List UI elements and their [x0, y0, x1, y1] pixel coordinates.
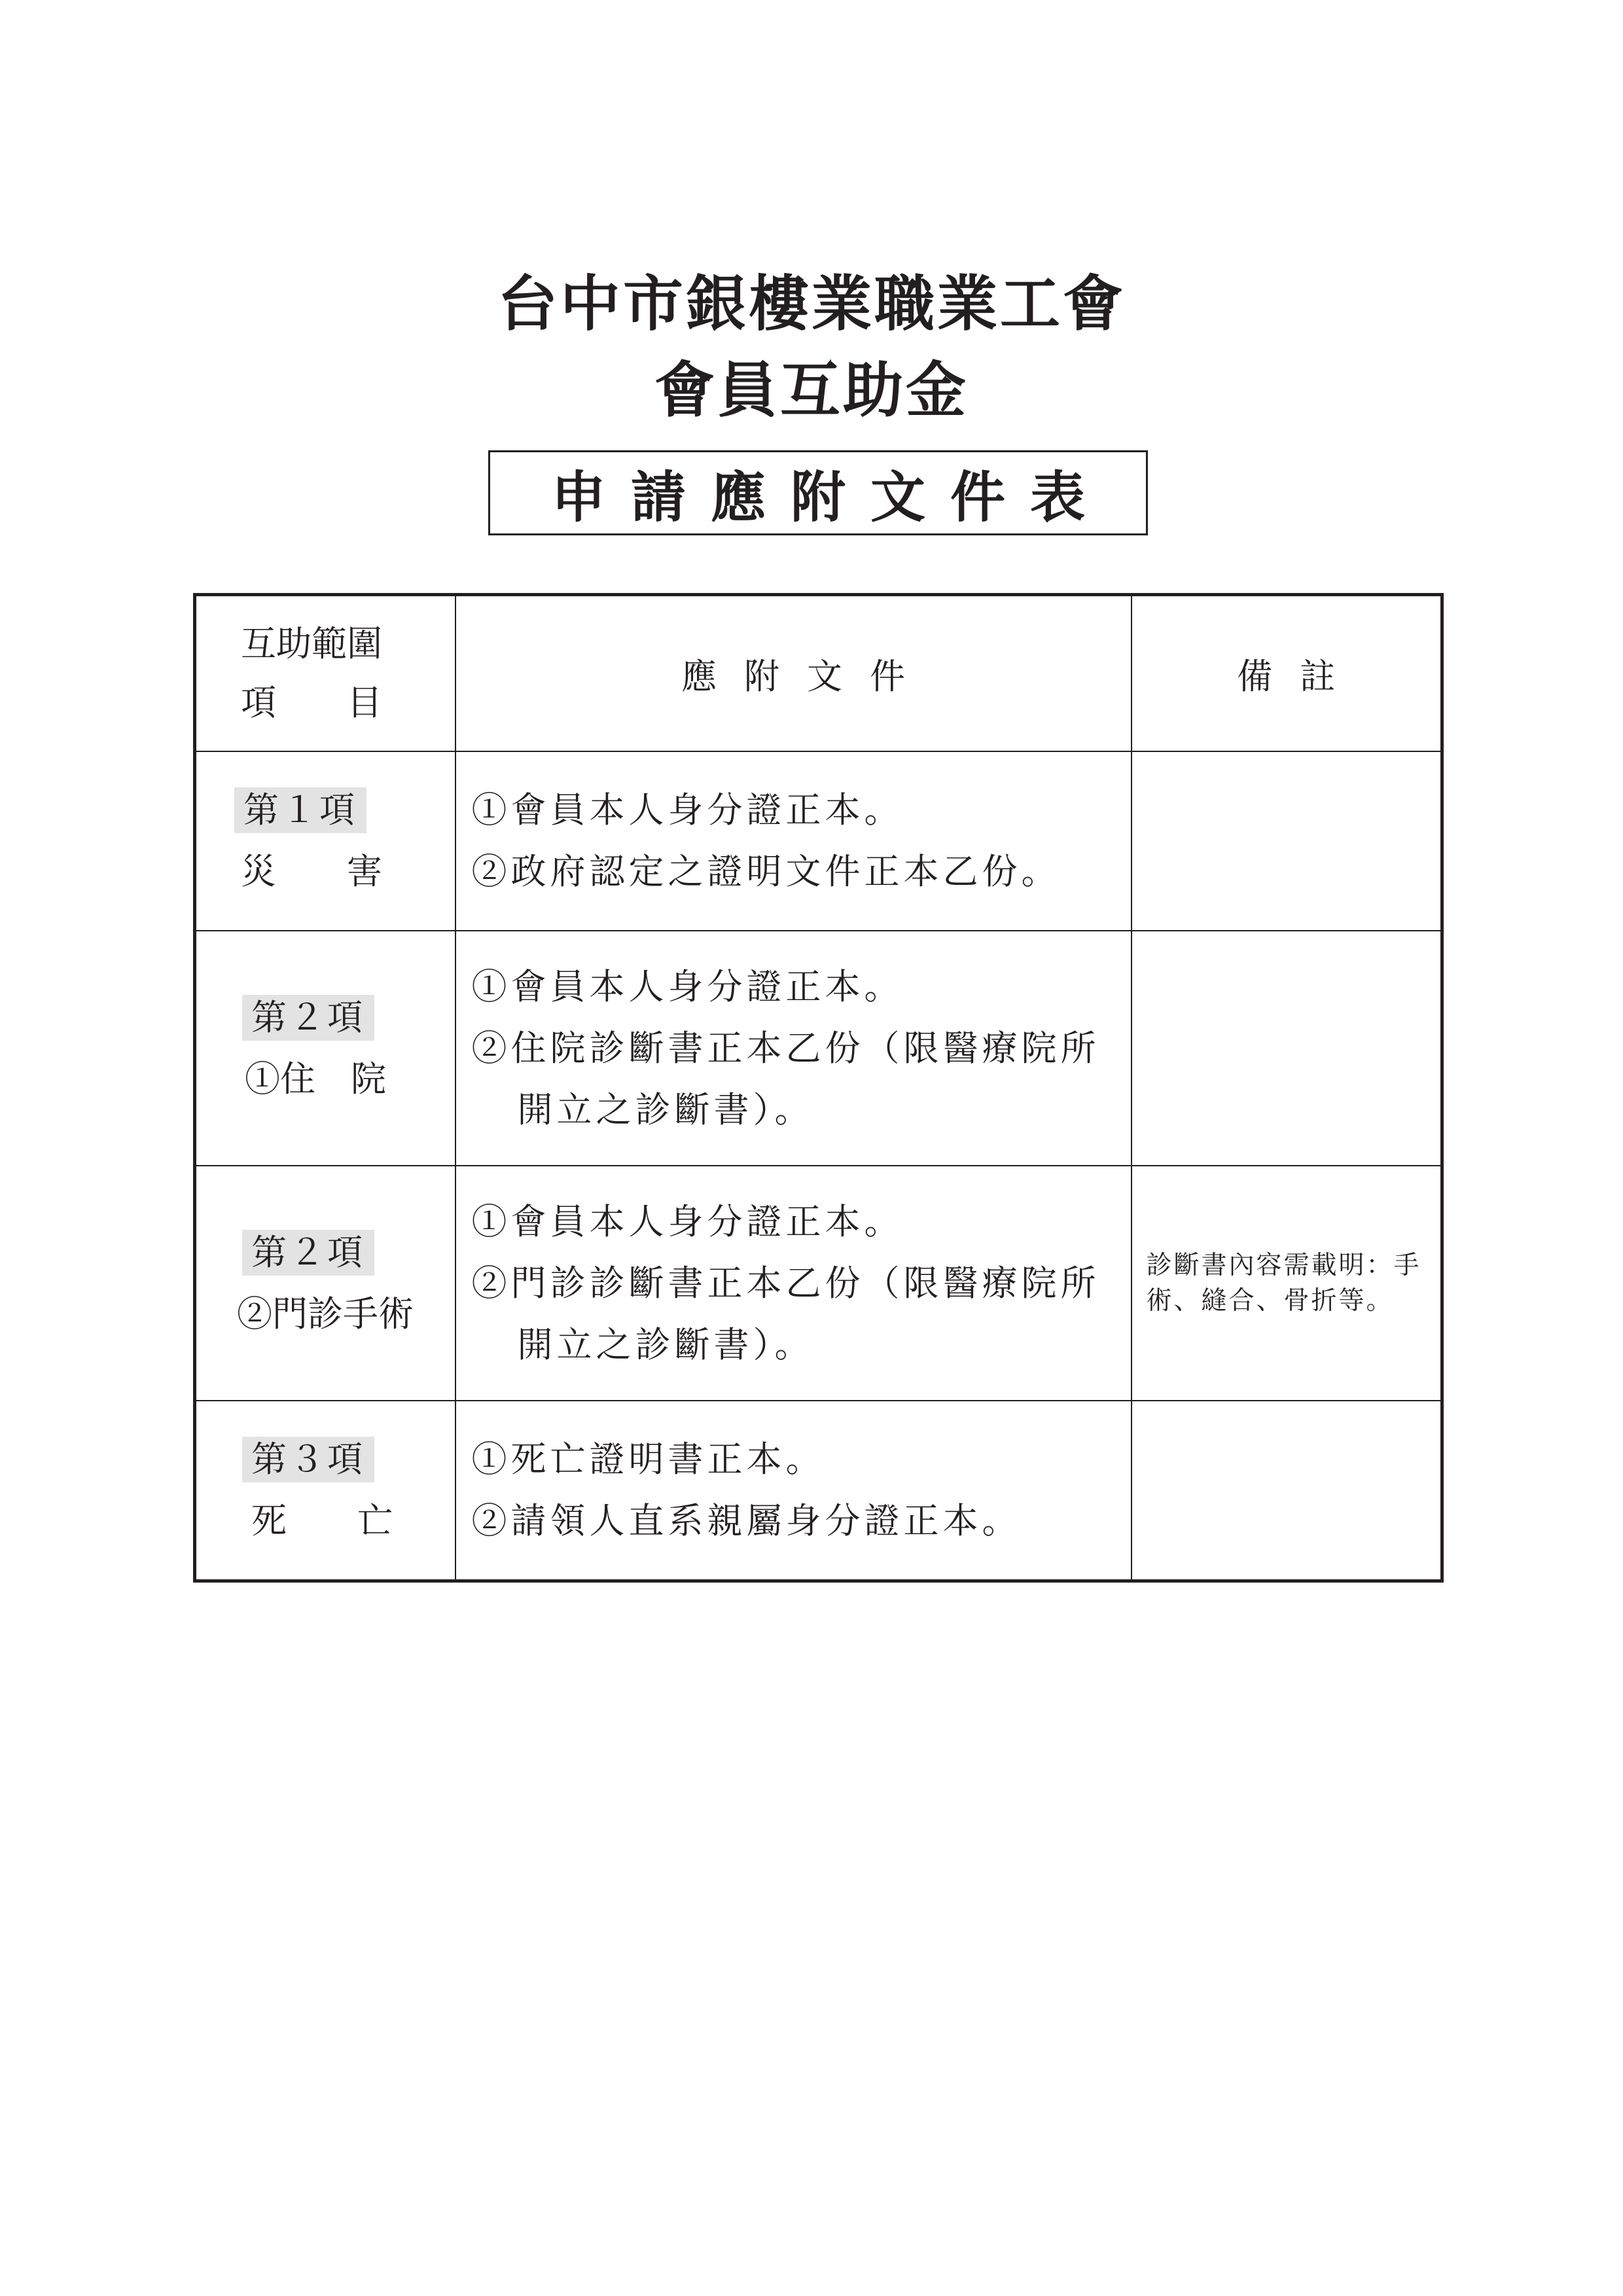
item-tag: 第２項 — [242, 995, 374, 1041]
table-row — [195, 1401, 1442, 1581]
documents-cell — [455, 931, 1132, 1166]
remark-cell: 診斷書內容需載明：手術、縫合、骨折等。 — [1132, 1166, 1442, 1401]
remark-cell — [1132, 751, 1442, 931]
document-item: ②住院診斷書正本乙份（限醫療院所 — [471, 1027, 1100, 1069]
document-title-line2: 會員互助金 — [654, 355, 969, 425]
item-tag: 第２項 — [242, 1230, 374, 1276]
document-title: 台中市銀樓業職業工會 — [497, 268, 1126, 339]
document-item: ①死亡證明書正本。 — [471, 1439, 825, 1480]
item-label: 災 害 — [241, 851, 382, 892]
table-row — [195, 931, 1442, 1166]
item-label: 死 亡 — [251, 1500, 393, 1541]
document-item: ②請領人直系親屬身分證正本。 — [471, 1500, 1022, 1541]
item-cell — [195, 751, 455, 931]
documents-cell — [455, 751, 1132, 931]
document-item: ②政府認定之證明文件正本乙份。 — [471, 851, 1061, 892]
document-item-continuation: 開立之診斷書）。 — [517, 1323, 814, 1365]
document-item: ②門診診斷書正本乙份（限醫療院所 — [471, 1262, 1100, 1304]
header-category-line2: 項 目 — [241, 682, 382, 723]
header-documents-cell: 應附文件 — [455, 595, 1132, 752]
document-item: ①會員本人身分證正本。 — [471, 1200, 904, 1242]
document-item: ①會員本人身分證正本。 — [471, 965, 904, 1007]
item-label: ②門診手術 — [237, 1293, 414, 1335]
item-tag: 第３項 — [242, 1437, 374, 1482]
item-cell — [195, 931, 455, 1166]
documents-cell — [455, 1401, 1132, 1581]
header-category-line1: 互助範圍 — [241, 623, 382, 664]
remark-cell — [1132, 1401, 1442, 1581]
item-tag: 第１項 — [234, 787, 366, 833]
item-cell — [195, 1401, 455, 1581]
table-row — [195, 751, 1442, 931]
document-item: ①會員本人身分證正本。 — [471, 789, 904, 831]
table-row — [195, 1166, 1442, 1401]
header-remarks-cell: 備註 — [1132, 595, 1442, 752]
document-subtitle: 申請應附文件表 — [488, 450, 1148, 535]
documents-table — [193, 593, 1444, 1583]
remark-cell — [1132, 931, 1442, 1166]
table-header-row — [195, 595, 1442, 752]
document-item-continuation: 開立之診斷書）。 — [517, 1088, 814, 1130]
item-cell — [195, 1166, 455, 1401]
documents-cell — [455, 1166, 1132, 1401]
item-label: ①住 院 — [245, 1058, 386, 1100]
header-category-cell — [195, 595, 455, 752]
